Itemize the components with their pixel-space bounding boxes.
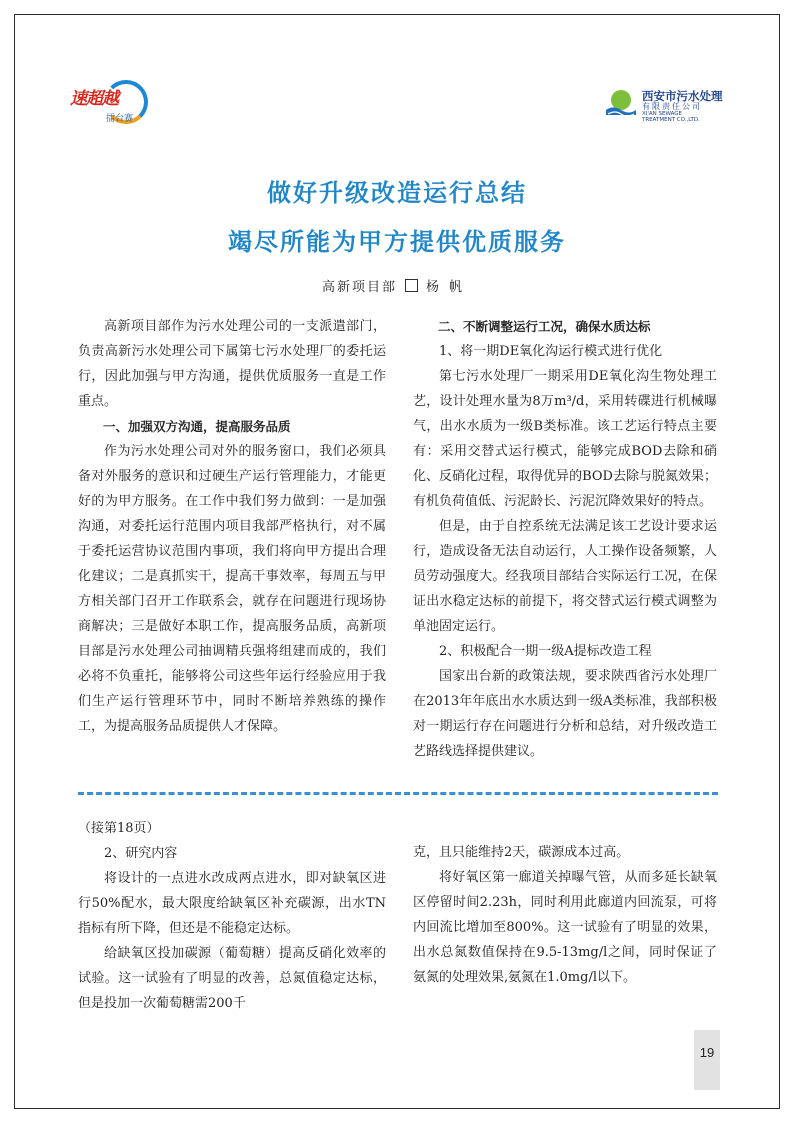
article-title-line1: 做好升级改造运行总结 xyxy=(267,179,527,207)
paragraph: 克，且只能维持2天，碳源成本过高。 xyxy=(413,845,630,860)
company-sub: 有限责任公司 xyxy=(642,102,702,111)
paragraph: 将设计的一点进水改成两点进水，即对缺氧区进行50%配水，最大限度给缺氧区补充碳源，出水TN指标有所下降，但还是不能稳定达标。 xyxy=(78,871,386,936)
paragraph: （接第18页） xyxy=(78,821,160,836)
paragraph: 作为污水处理公司对外的服务窗口，我们必须具备对外服务的意识和过硬生产运行管理能力，才能更好的为甲方服务。在工作中我们努力做到：一是加强沟通，对委托运行范围内项目我部严格执行，对不属于委托运营协议范围内事项，我们将向甲方提出合理化建议；二是真抓实干，提高干事效率，每周五与甲方相关部门召开工作联系会，就存在问题进行现场协商解决；三是做好本职工作，提高服务品质，高新项目部是污水处理公司抽调精兵强将组建而成的，我们必将不负重托，能够将公司这些年运行经验应用于我们生产运行管理环节中，同时不断培养熟练的操作工，为提高服务品质提供人才保障。 xyxy=(78,444,386,734)
page-number-box xyxy=(694,1030,720,1090)
byline xyxy=(0,276,794,295)
section-heading: 二、不断调整运行工况，确保水质达标 xyxy=(438,319,651,334)
paragraph: 第七污水处理厂一期采用DE氧化沟生物处理工艺，设计处理水量为8万m³/d，采用转碟进行机械曝气，出水水质为一级B类标准。该工艺运行特点主要有：采用交替式运行模式，能够完成BOD去除和硝化、反硝化过程，取得优异的BOD去除与脱氮效果；有机负荷值低、污泥龄长、污泥沉降效果好的特点。 xyxy=(413,369,717,509)
paragraph: 但是，由于自控系统无法满足该工艺设计要求运行，造成设备无法自动运行，人工操作设备频繁，人员劳动强度大。经我项目部结合实际运行工况，在保证出水稳定达标的前提下，将交替式运行模式调整为单池固定运行。 xyxy=(413,519,717,634)
left-logo xyxy=(70,78,150,130)
paragraph: 国家出台新的政策法规，要求陕西省污水处理厂在2013年年底出水水质达到一级A类标准，我部积极对一期运行存在问题进行分析和总结，对升级改造工艺路线选择提供建议。 xyxy=(413,669,717,759)
left-logo-sub: 擂台赛 xyxy=(106,114,134,124)
paragraph: 1、将一期DE氧化沟运行模式进行优化 xyxy=(439,344,663,359)
paragraph: 给缺氧区投加碳源（葡萄糖）提高反硝化效率的试验。这一试验有了明显的改善，总氮值稳定达标，但是投加一次葡萄糖需200千 xyxy=(78,946,386,1011)
column-a xyxy=(78,314,386,739)
section-divider xyxy=(78,792,718,795)
department: 高新项目部 xyxy=(321,280,397,295)
paragraph: 高新项目部作为污水处理公司的一支派遣部门，负责高新污水处理公司下属第七污水处理厂的委托运行，因此加强与甲方沟通，提供优质服务一直是工作重点。 xyxy=(78,319,386,409)
article-title-line2: 竭尽所能为甲方提供优质服务 xyxy=(228,228,566,256)
column-d xyxy=(413,840,717,990)
author: 杨帆 xyxy=(426,280,473,295)
section-heading: 一、加强双方沟通，提高服务品质 xyxy=(103,419,291,434)
company-logo xyxy=(604,86,744,126)
column-b xyxy=(413,314,717,764)
paragraph: 2、积极配合一期一级A提标改造工程 xyxy=(439,644,652,659)
square-icon xyxy=(405,279,418,292)
left-logo-text: 速超越 xyxy=(70,89,118,109)
page-number: 19 xyxy=(699,1045,715,1060)
company-emblem-icon xyxy=(604,88,638,118)
company-en: XI'AN SEWAGE TREATMENT CO.,LTD. xyxy=(642,111,700,123)
paragraph: 将好氧区第一廊道关掉曝气管，从而多延长缺氧区停留时间2.23h，同时利用此廊道内回流泵，可将内回流比增加至800%。这一试验有了明显的效果，出水总氮数值保持在9.5-13mg/l之间，同时保证了氨氮的处理效果,氨氮在1.0mg/l以下。 xyxy=(413,870,717,985)
company-name: 西安市污水处理 xyxy=(642,89,723,103)
column-c xyxy=(78,816,386,1016)
paragraph: 2、研究内容 xyxy=(104,846,178,861)
